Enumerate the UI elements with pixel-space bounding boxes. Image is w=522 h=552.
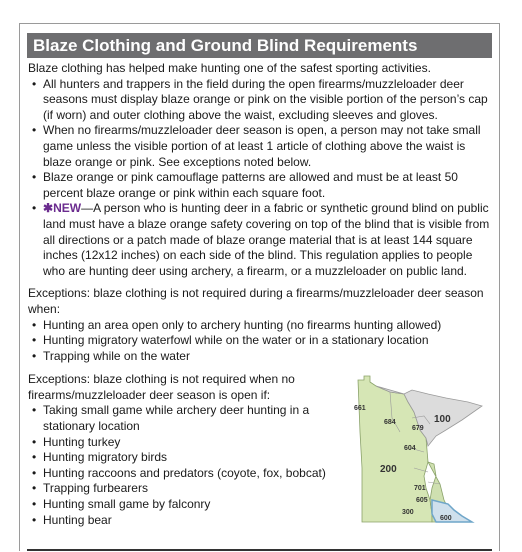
zone-600-region — [432, 500, 472, 522]
zone-label: 300 — [402, 509, 414, 516]
list-item: • Hunting migratory waterfowl while on the water or in a stationary location — [28, 333, 494, 349]
list-item: • Hunting turkey — [28, 435, 358, 451]
list-item: • Hunting small game by falconry — [28, 497, 358, 513]
zone-label: 605 — [416, 497, 428, 504]
list-item: • All hunters and trappers in the field during the open firearms/muzzleloader deer seasons must display blaze orange or pink on the visible portion of the person’s cap (if worn) and outer clothing above the waist, excluding sleeves and gloves. — [28, 77, 494, 124]
zone-label: 661 — [354, 405, 366, 412]
zone-label: 604 — [404, 445, 416, 452]
list-item: • Hunting bear — [28, 513, 358, 529]
list-item: • Hunting raccoons and predators (coyote, fox, bobcat) — [28, 466, 358, 482]
exceptions-list-2 — [28, 403, 358, 528]
list-item-new — [28, 201, 494, 279]
zone-label: 701 — [414, 485, 426, 492]
new-star-icon: ✱ — [43, 201, 54, 216]
list-item: • Taking small game while archery deer hunting in a stationary location — [28, 403, 358, 434]
list-item: • When no firearms/muzzleloader deer season is open, a person may not take small game unless the visible portion of at least 1 article of clothing above the waist is blaze orange or pink. See exceptions noted below. — [28, 123, 494, 170]
zone-label: 684 — [384, 419, 396, 426]
bottom-divider — [27, 549, 492, 551]
list-item: • Trapping while on the water — [28, 349, 494, 365]
zone-label: 600 — [440, 515, 452, 522]
list-item: • Hunting migratory birds — [28, 450, 358, 466]
intro-text: Blaze clothing has helped make hunting one of the safest sporting activities. — [28, 61, 431, 75]
zone-label: 679 — [412, 425, 424, 432]
list-item: • Trapping furbearers — [28, 481, 358, 497]
minnesota-zone-map — [350, 372, 500, 528]
new-label: NEW — [53, 201, 82, 216]
zone-label: 200 — [380, 464, 397, 475]
exceptions-list-1 — [28, 318, 494, 365]
section-title: Blaze Clothing and Ground Blind Requirements — [27, 33, 492, 58]
exceptions-heading-2: Exceptions: blaze clothing is not required when no firearms/muzzleloader deer season is open if: — [28, 372, 295, 402]
exceptions-heading-1: Exceptions: blaze clothing is not required during a firearms/muzzleloader deer season when: — [28, 286, 484, 316]
requirements-list — [28, 77, 494, 280]
exceptions-block-2 — [28, 372, 358, 528]
zone-label: 100 — [434, 414, 451, 425]
list-item: • Blaze orange or pink camouflage patterns are allowed and must be at least 50 percent blaze orange or pink within each square foot. — [28, 170, 494, 201]
list-item: • Hunting an area open only to archery hunting (no firearms hunting allowed) — [28, 318, 494, 334]
new-item-text: —A person who is hunting deer in a fabric or synthetic ground blind on public land must have a blaze orange safety covering on top of the blind that is visible from all directions or a patch made of blaze orange material that is at least 144 square inches (12x12 inches) on each side of the blind. This regulation applies to people who are hunting deer using archery, a firearm, or a muzzleloader on public land. — [43, 201, 490, 278]
